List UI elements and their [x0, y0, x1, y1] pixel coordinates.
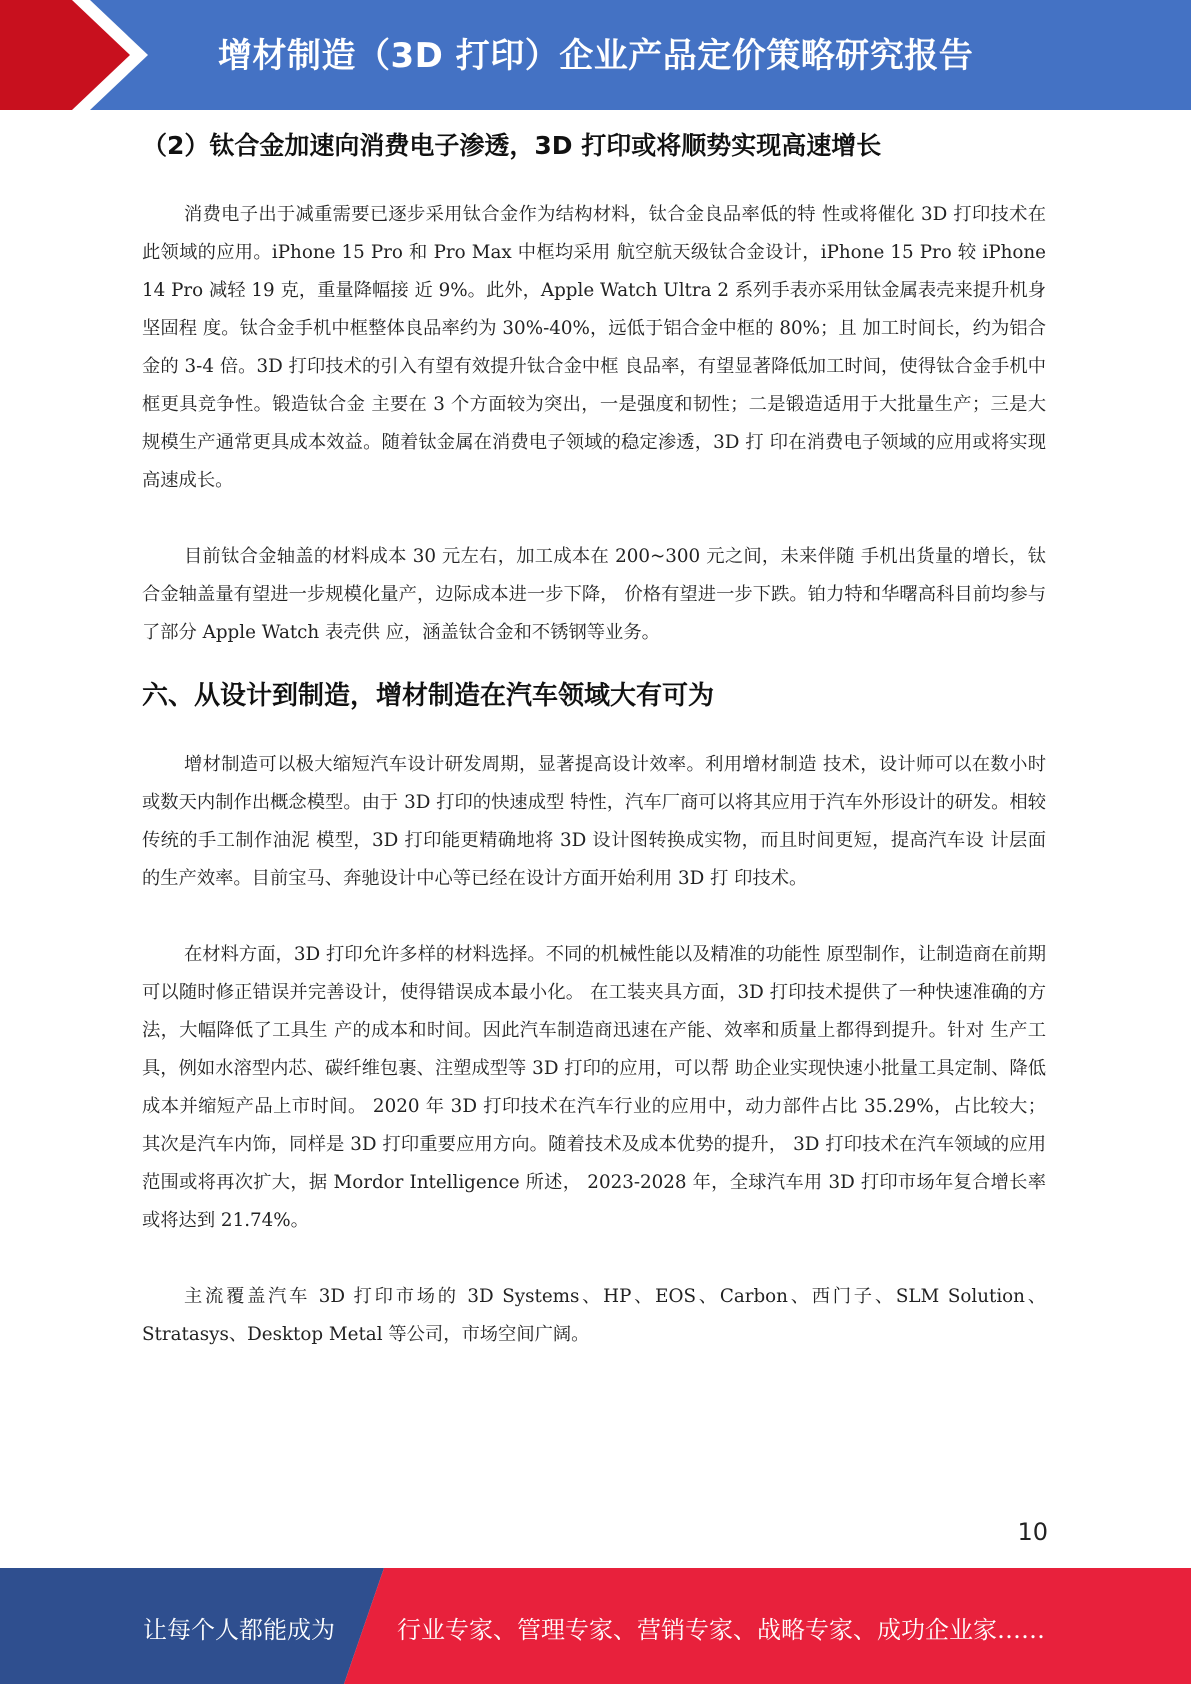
section-subheading: （2）钛合金加速向消费电子渗透，3D 打印或将顺势实现高速增长	[142, 131, 882, 160]
body-paragraph: 消费电子出于减重需要已逐步采用钛合金作为结构材料，钛合金良品率低的特 性或将催化 3D 打印技术在此领域的应用。iPhone 15 Pro 和 Pro Max 中框均采用 航空航天级钛合金设计，iPhone 15 Pro 较 iPhone 14 Pro 减轻 19 克，重量降幅接 近 9%。此外，Apple Watch Ultra 2 系列手表亦采用钛金属表壳来提升机身坚固程 度。钛合金手机中框整体良品率约为 30%-40%，远低于铝合金中框的 80%；且 加工时间长，约为铝合金的 3-4 倍。3D 打印技术的引入有望有效提升钛合金中框 良品率，有望显著降低加工时间，使得钛合金手机中框更具竞争性。锻造钛合金 主要在 3 个方面较为突出，一是强度和韧性；二是锻造适用于大批量生产；三是大规模生产通常更具成本效益。随着钛金属在消费电子领域的稳定渗透，3D 打 印在消费电子领域的应用或将实现高速成长。	[142, 204, 1046, 491]
body-paragraph: 目前钛合金轴盖的材料成本 30 元左右，加工成本在 200~300 元之间，未来伴随 手机出货量的增长，钛合金轴盖量有望进一步规模化量产，边际成本进一步下降， 价格有望进一步下跌。铂力特和华曙高科目前均参与了部分 Apple Watch 表壳供 应，涵盖钛合金和不锈钢等业务。	[142, 546, 1046, 643]
page-number: 10	[1017, 1518, 1048, 1546]
page-footer	[0, 1568, 1191, 1684]
footer-slogan-right: 行业专家、管理专家、营销专家、战略专家、成功企业家……	[397, 1616, 1045, 1644]
body-paragraph: 增材制造可以极大缩短汽车设计研发周期，显著提高设计效率。利用增材制造 技术，设计师可以在数小时或数天内制作出概念模型。由于 3D 打印的快速成型 特性，汽车厂商可以将其应用于汽车外形设计的研发。相较传统的手工制作油泥 模型，3D 打印能更精确地将 3D 设计图转换成实物，而且时间更短，提高汽车设 计层面的生产效率。目前宝马、奔驰设计中心等已经在设计方面开始利用 3D 打 印技术。	[142, 754, 1046, 889]
page-header	[0, 0, 1191, 110]
document-body	[142, 126, 1046, 1392]
header-chevron-decoration	[0, 0, 160, 110]
body-paragraph: 在材料方面，3D 打印允许多样的材料选择。不同的机械性能以及精准的功能性 原型制作，让制造商在前期可以随时修正错误并完善设计，使得错误成本最小化。 在工装夹具方面，3D 打印技术提供了一种快速准确的方法，大幅降低了工具生 产的成本和时间。因此汽车制造商迅速在产能、效率和质量上都得到提升。针对 生产工具，例如水溶型内芯、碳纤维包裹、注塑成型等 3D 打印的应用，可以帮 助企业实现快速小批量工具定制、降低成本并缩短产品上市时间。 2020 年 3D 打印技术在汽车行业的应用中，动力部件占比 35.29%，占比较大； 其次是汽车内饰，同样是 3D 打印重要应用方向。随着技术及成本优势的提升， 3D 打印技术在汽车领域的应用范围或将再次扩大，据 Mordor Intelligence 所述， 2023-2028 年，全球汽车用 3D 打印市场年复合增长率或将达到 21.74%。	[142, 944, 1046, 1231]
header-title: 增材制造（3D 打印）企业产品定价策略研究报告	[218, 36, 974, 76]
chapter-heading: 六、从设计到制造，增材制造在汽车领域大有可为	[142, 681, 715, 711]
body-paragraph: 主流覆盖汽车 3D 打印市场的 3D Systems、HP、EOS、Carbon、西门子、SLM Solution、Stratasys、Desktop Metal 等公司，市场空间广阔。	[142, 1286, 1046, 1345]
footer-slogan-left: 让每个人都能成为	[143, 1616, 335, 1644]
